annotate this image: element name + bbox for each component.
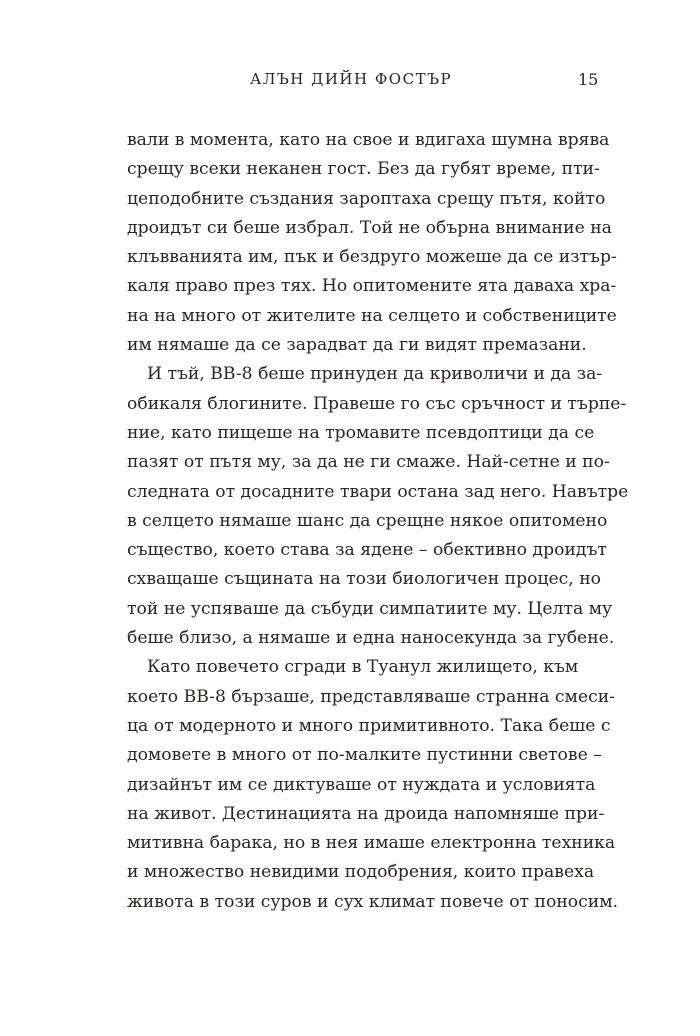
text-line: Като повечето сгради в Туанул жилището, към (147, 657, 579, 678)
text-line: клъвванията им, пък и бездруго можеше да се изтър- (127, 247, 617, 268)
text-line: цеподобните създания зароптаха срещу пътя, който (127, 188, 606, 209)
text-line: той не успяваше да събуди симпатиите му. Целта му (127, 598, 613, 619)
text-line: беше близо, а нямаше и една наносекунда за губене. (127, 628, 615, 649)
text-line: живота в този суров и сух климат повече от поносим. (127, 891, 619, 912)
text-line: схващаше същината на този биологичен процес, но (127, 569, 602, 590)
text-line: пазят от пътя му, за да не ги смаже. Най-сетне и по- (127, 452, 610, 473)
text-line: дизайнът им се диктуваше от нуждата и условията (127, 774, 596, 795)
text-line: на живот. Дестинацията на дроида напомняше при- (127, 803, 605, 824)
text-line: И тъй, BB-8 беше принуден да криволичи и да за- (147, 364, 603, 385)
text-line: ние, като пищеше на тромавите псевдоптици да се (127, 422, 595, 443)
text-line: дроидът си беше избрал. Той не обърна внимание на (127, 217, 612, 238)
text-line: обикаля блогините. Правеше го със сръчност и търпе- (127, 393, 627, 414)
text-line: митивна барака, но в нея имаше електронна техника (127, 833, 616, 854)
body-text (127, 126, 629, 917)
running-header (0, 70, 700, 94)
text-line: на на много от жителите на селцето и собствениците (127, 305, 617, 326)
text-line: каля право през тях. Но опитомените ята даваха хра- (127, 276, 617, 297)
text-line: и множество невидими подобрения, които правеха (127, 862, 595, 883)
paragraph (127, 653, 619, 917)
text-line: следната от досадните твари остана зад него. Навътре (127, 481, 629, 502)
page-number: 15 (578, 70, 599, 89)
text-line: в селцето нямаше шанс да срещне някое опитомено (127, 510, 608, 531)
text-line: им нямаше да се зарадват да ги видят премазани. (127, 335, 587, 356)
text-line: ца от модерното и много примитивното. Така беше с (127, 715, 611, 736)
text-line: същество, което става за ядене – обективно дроидът (127, 540, 607, 561)
paragraph (127, 360, 629, 653)
running-head-author: АЛЪН ДИЙН ФОСТЪР (250, 70, 453, 88)
paragraph (127, 126, 617, 360)
text-line: което BB-8 бързаше, представляваше странна смеси- (127, 686, 615, 707)
text-line: срещу всеки неканен гост. Без да губят време, пти- (127, 159, 600, 180)
text-line: домовете в много от по-малките пустинни светове – (127, 745, 602, 766)
text-line: вали в момента, като на свое и вдигаха шумна врява (127, 130, 610, 150)
